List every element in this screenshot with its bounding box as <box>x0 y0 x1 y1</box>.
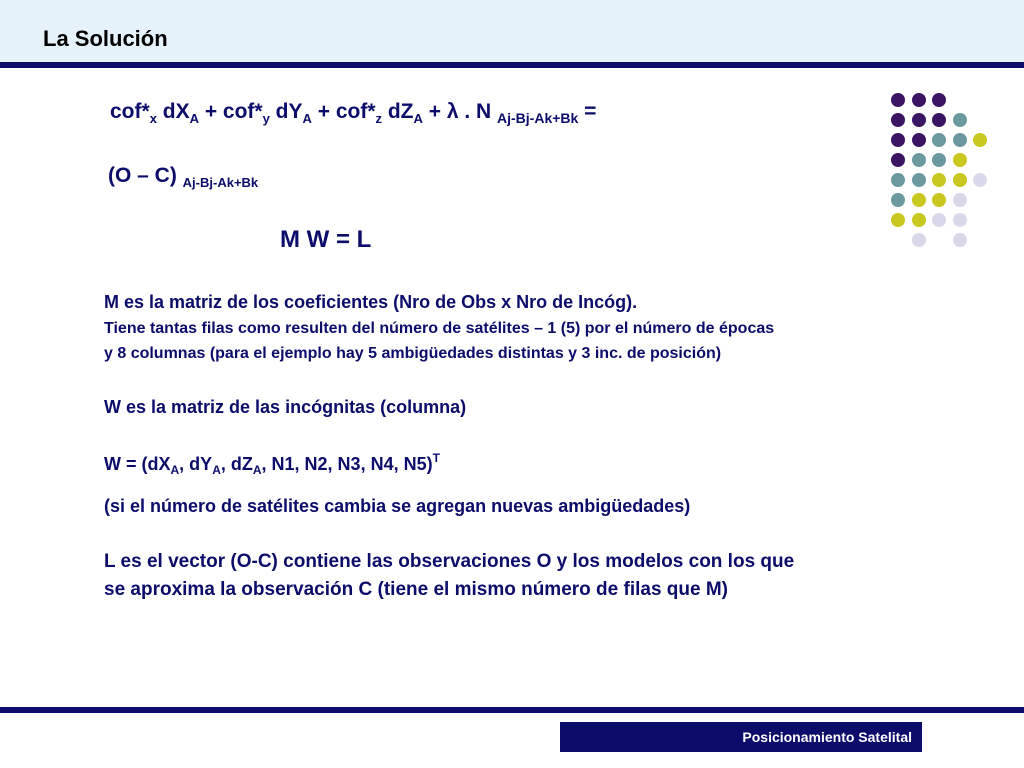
text-line: se aproxima la observación C (tiene el mismo número de filas que M) <box>104 579 729 600</box>
dot <box>891 213 905 227</box>
eq-term: + cof* <box>311 100 376 123</box>
dot <box>891 113 905 127</box>
eq-term: (O – C) <box>108 164 183 187</box>
equation-matrix: M W = L <box>280 226 372 253</box>
eq-term: = <box>578 100 597 123</box>
dot <box>953 133 967 147</box>
dot <box>973 133 987 147</box>
dot <box>891 153 905 167</box>
eq-subscript: A <box>413 111 423 126</box>
eq-term: + λ . N <box>422 100 498 123</box>
dot <box>912 133 926 147</box>
vec-subscript: A <box>170 463 180 477</box>
eq-subscript: Aj-Bj-Ak+Bk <box>182 175 259 190</box>
dot <box>912 113 926 127</box>
eq-term: + cof* <box>198 100 263 123</box>
dot <box>953 173 967 187</box>
text-line: M es la matriz de los coeficientes (Nro de Obs x Nro de Incóg). <box>104 292 638 312</box>
dot <box>932 213 946 227</box>
dot <box>953 193 967 207</box>
eq-term: dX <box>156 100 190 123</box>
eq-term: dZ <box>382 100 414 123</box>
dot <box>891 193 905 207</box>
dot <box>932 173 946 187</box>
dot <box>912 93 926 107</box>
vec-term: , dY <box>179 454 213 474</box>
dot <box>953 213 967 227</box>
eq-term: cof* <box>110 100 150 123</box>
vec-superscript: T <box>432 451 440 465</box>
eq-subscript: x <box>149 111 157 126</box>
dot <box>891 93 905 107</box>
dot-grid-icon <box>885 88 995 258</box>
text-line: W es la matriz de las incógnitas (columna) <box>104 397 467 417</box>
text-line: L es el vector (O-C) contiene las observaciones O y los modelos con los que <box>104 551 795 572</box>
dot <box>932 133 946 147</box>
dot <box>912 193 926 207</box>
bottom-divider <box>0 707 1024 713</box>
vec-term: , dZ <box>220 454 253 474</box>
dot <box>953 233 967 247</box>
dot <box>912 233 926 247</box>
eq-subscript: A <box>189 111 199 126</box>
vec-term: W = (dX <box>104 454 171 474</box>
text-line: (si el número de satélites cambia se agregan nuevas ambigüedades) <box>104 496 691 516</box>
dot <box>953 153 967 167</box>
dot <box>953 113 967 127</box>
slide-title: La Solución <box>43 26 168 51</box>
dot <box>891 133 905 147</box>
text-line: y 8 columnas (para el ejemplo hay 5 ambigüedades distintas y 3 inc. de posición) <box>104 345 722 362</box>
dot <box>932 153 946 167</box>
unknowns-vector <box>104 451 440 477</box>
dot <box>973 173 987 187</box>
dot <box>912 213 926 227</box>
dot <box>912 173 926 187</box>
dot <box>932 93 946 107</box>
dot <box>912 153 926 167</box>
footer-label: Posicionamiento Satelital <box>560 722 922 752</box>
vec-subscript: A <box>212 463 221 477</box>
vec-subscript: A <box>252 463 262 477</box>
dot <box>932 113 946 127</box>
text-line: Tiene tantas filas como resulten del número de satélites – 1 (5) por el número de épocas <box>104 320 775 337</box>
equation-observation <box>110 100 596 126</box>
dot <box>932 193 946 207</box>
equation-residual <box>108 164 258 190</box>
eq-subscript: Aj-Bj-Ak+Bk <box>497 110 579 126</box>
dot <box>891 173 905 187</box>
eq-term: dY <box>269 100 303 123</box>
top-divider <box>0 62 1024 68</box>
vec-term: , N1, N2, N3, N4, N5) <box>261 454 433 474</box>
eq-subscript: z <box>375 111 382 126</box>
eq-subscript: A <box>302 111 312 126</box>
eq-subscript: y <box>262 111 270 126</box>
